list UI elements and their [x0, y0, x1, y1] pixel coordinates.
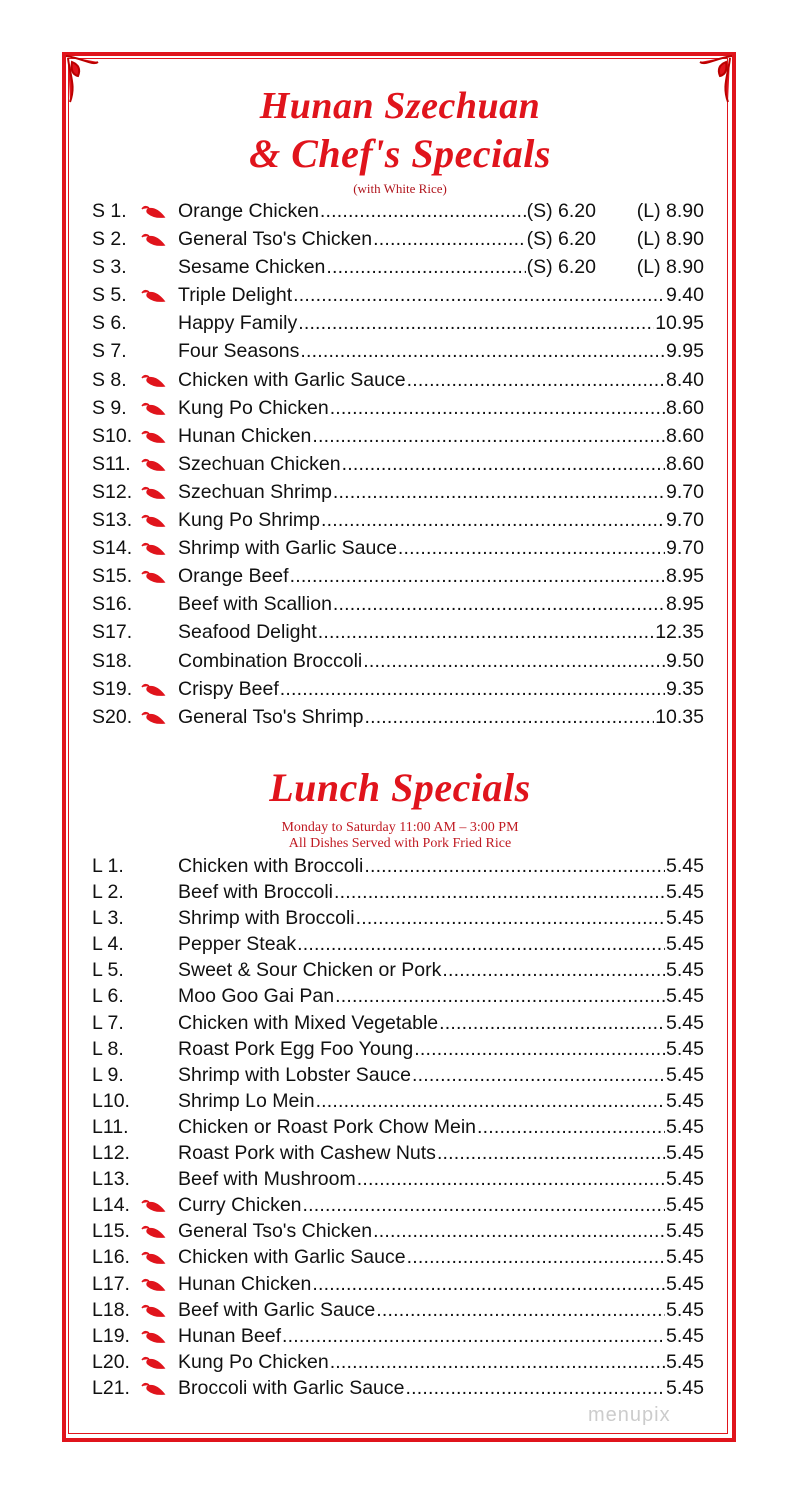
- item-code: L11.: [92, 1115, 129, 1138]
- item-price: 5.45: [666, 1168, 704, 1191]
- item-code: L 3.: [92, 907, 124, 930]
- dot-leader: [364, 706, 654, 729]
- chili-pepper-icon: [140, 1351, 178, 1374]
- chili-pepper-icon: [140, 425, 178, 448]
- item-name: Beef with Scallion: [178, 593, 332, 616]
- chili-pepper-icon: [140, 1246, 178, 1269]
- dot-leader: [364, 855, 665, 878]
- menu-item: [92, 650, 704, 678]
- lunch-list: [92, 855, 704, 1403]
- chili-pepper-icon: [140, 509, 178, 532]
- item-code: L 1.: [92, 855, 124, 877]
- item-code: S12.: [92, 480, 133, 503]
- item-code: L 6.: [92, 985, 124, 1008]
- item-code: S10.: [92, 424, 133, 447]
- item-code: L19.: [92, 1324, 130, 1347]
- menu-item: [92, 425, 704, 453]
- dot-leader: [303, 1194, 666, 1217]
- item-name: Pepper Steak: [178, 933, 297, 956]
- item-name: Kung Po Shrimp: [178, 509, 320, 532]
- item-name: Orange Beef: [178, 565, 289, 588]
- item-name: Triple Delight: [178, 284, 293, 307]
- dot-leader: [373, 228, 526, 251]
- menu-item: [92, 985, 704, 1011]
- item-code: L 8.: [92, 1037, 124, 1060]
- menu-item: [92, 1377, 704, 1403]
- chili-pepper-icon: [140, 706, 178, 729]
- item-code: S18.: [92, 649, 133, 672]
- dot-leader: [293, 284, 665, 307]
- item-price: 9.40: [666, 284, 704, 307]
- item-name: General Tso's Chicken: [178, 1220, 373, 1243]
- item-price: 8.60: [666, 452, 704, 475]
- item-code: S 9.: [92, 396, 127, 419]
- item-name: Roast Pork with Cashew Nuts: [178, 1142, 436, 1165]
- item-code: S 8.: [92, 368, 127, 391]
- dot-leader: [330, 1351, 665, 1374]
- menu-item: [92, 509, 704, 537]
- item-name: Hunan Beef: [178, 1324, 281, 1347]
- lunch-info: [0, 820, 800, 852]
- menu-item: [92, 453, 704, 481]
- item-price: 5.45: [666, 1037, 704, 1060]
- item-name: Roast Pork Egg Foo Young: [178, 1037, 414, 1060]
- item-price: 9.35: [666, 677, 704, 700]
- menu-item: [92, 855, 704, 881]
- item-code: S 2.: [92, 228, 127, 251]
- item-code: S14.: [92, 537, 133, 560]
- dot-leader: [357, 1168, 665, 1191]
- item-price: 10.35: [655, 705, 704, 728]
- item-code: S11.: [92, 452, 131, 475]
- item-price: 8.40: [666, 368, 704, 391]
- item-price: 5.45: [666, 1324, 704, 1347]
- menu-item: [92, 312, 704, 340]
- menu-item: [92, 481, 704, 509]
- item-price: 5.45: [666, 1220, 704, 1243]
- menu-item: [92, 200, 704, 228]
- menu-item: [92, 1090, 704, 1116]
- chili-pepper-icon: [140, 228, 178, 251]
- dot-leader: [406, 1377, 666, 1400]
- dot-leader: [326, 256, 525, 279]
- menu-item: [92, 565, 704, 593]
- item-name: Hunan Chicken: [178, 1272, 312, 1295]
- dot-leader: [297, 933, 665, 956]
- dot-leader: [290, 565, 665, 588]
- item-name: Sesame Chicken: [178, 256, 326, 279]
- item-name: Shrimp with Lobster Sauce: [178, 1063, 412, 1086]
- dot-leader: [398, 537, 665, 560]
- dot-leader: [335, 985, 665, 1008]
- item-name: General Tso's Chicken: [178, 228, 373, 251]
- menu-item: [92, 706, 704, 734]
- item-price: 5.45: [666, 933, 704, 956]
- item-price: 8.60: [666, 424, 704, 447]
- item-price-small: (S) 6.20: [526, 256, 596, 279]
- dot-leader: [282, 1325, 665, 1348]
- item-price-large: (L) 8.90: [636, 228, 704, 251]
- specials-title-line2: & Chef's Specials: [249, 131, 551, 176]
- item-price: 9.95: [666, 340, 704, 363]
- item-name: Shrimp Lo Mein: [178, 1089, 315, 1112]
- dot-leader: [333, 481, 665, 504]
- item-code: S16.: [92, 593, 133, 616]
- item-name: Szechuan Shrimp: [178, 480, 332, 503]
- item-price-small: (S) 6.20: [526, 200, 596, 222]
- item-code: S 5.: [92, 284, 127, 307]
- item-price: 5.45: [666, 959, 704, 982]
- item-price: 5.45: [666, 1376, 704, 1399]
- item-code: L14.: [92, 1194, 130, 1217]
- item-price: 8.95: [666, 565, 704, 588]
- menu-item: [92, 369, 704, 397]
- item-price: 9.70: [666, 537, 704, 560]
- menu-item: [92, 933, 704, 959]
- dot-leader: [414, 1038, 665, 1061]
- menu-item: [92, 1351, 704, 1377]
- item-name: Kung Po Chicken: [178, 1350, 329, 1373]
- item-code: L18.: [92, 1298, 130, 1321]
- item-price-small: (S) 6.20: [526, 228, 596, 251]
- item-code: L 2.: [92, 881, 124, 904]
- item-price: 8.95: [666, 593, 704, 616]
- item-code: L 9.: [92, 1063, 124, 1086]
- menu-item: [92, 959, 704, 985]
- item-price: 5.45: [666, 855, 704, 877]
- dot-leader: [477, 1116, 665, 1139]
- dot-leader: [316, 1090, 665, 1113]
- item-name: Beef with Mushroom: [178, 1168, 356, 1191]
- menu-item: [92, 1246, 704, 1272]
- menu-item: [92, 537, 704, 565]
- menu-item: [92, 1220, 704, 1246]
- item-name: Kung Po Chicken: [178, 396, 329, 419]
- watermark: menupix: [588, 1404, 671, 1426]
- chili-pepper-icon: [140, 453, 178, 476]
- item-name: Chicken or Roast Pork Chow Mein: [178, 1115, 477, 1138]
- item-price: 5.45: [666, 907, 704, 930]
- dot-leader: [376, 1299, 665, 1322]
- item-code: S13.: [92, 509, 133, 532]
- menu-item: [92, 1142, 704, 1168]
- item-price: 5.45: [666, 1142, 704, 1165]
- menu-item: [92, 881, 704, 907]
- dot-leader: [407, 1246, 665, 1269]
- item-price: 5.45: [666, 1089, 704, 1112]
- item-price: 5.45: [666, 1063, 704, 1086]
- menu-item: [92, 1038, 704, 1064]
- menu-item: [92, 1273, 704, 1299]
- dot-leader: [321, 509, 665, 532]
- item-code: L16.: [92, 1246, 130, 1269]
- item-price: 5.45: [666, 1350, 704, 1373]
- item-name: Beef with Garlic Sauce: [178, 1298, 376, 1321]
- item-code: S17.: [92, 621, 133, 644]
- specials-subtitle: (with White Rice): [353, 181, 447, 196]
- dot-leader: [363, 650, 665, 673]
- item-code: L21.: [92, 1376, 130, 1399]
- item-code: L12.: [92, 1142, 130, 1165]
- item-name: Moo Goo Gai Pan: [178, 985, 335, 1008]
- menu-item: [92, 1012, 704, 1038]
- dot-leader: [330, 397, 665, 420]
- chili-pepper-icon: [140, 565, 178, 588]
- dot-leader: [280, 678, 665, 701]
- chili-pepper-icon: [140, 1220, 178, 1243]
- dot-leader: [407, 369, 665, 392]
- dot-leader: [437, 1142, 665, 1165]
- item-code: L 7.: [92, 1011, 124, 1034]
- item-name: Hunan Chicken: [178, 424, 312, 447]
- chili-pepper-icon: [140, 1299, 178, 1322]
- item-code: L17.: [92, 1272, 130, 1295]
- menu-item: [92, 228, 704, 256]
- dot-leader: [334, 881, 665, 904]
- chili-pepper-icon: [140, 1325, 178, 1348]
- item-code: S15.: [92, 565, 133, 588]
- dot-leader: [298, 312, 654, 335]
- item-code: L13.: [92, 1168, 130, 1191]
- item-price: 5.45: [666, 1115, 704, 1138]
- item-name: Crispy Beef: [178, 677, 279, 700]
- chili-pepper-icon: [140, 1377, 178, 1400]
- item-code: S20.: [92, 705, 133, 728]
- item-name: Chicken with Broccoli: [178, 855, 364, 877]
- dot-leader: [312, 425, 665, 448]
- chili-pepper-icon: [140, 1194, 178, 1217]
- menu-item: [92, 1325, 704, 1351]
- menu-item: [92, 1194, 704, 1220]
- lunch-note: All Dishes Served with Pork Fried Rice: [288, 836, 512, 851]
- menu-item: [92, 678, 704, 706]
- item-price: 9.70: [666, 509, 704, 532]
- item-name: Combination Broccoli: [178, 649, 363, 672]
- menu-item: [92, 256, 704, 284]
- menu-item: [92, 1168, 704, 1194]
- item-price: 5.45: [666, 1298, 704, 1321]
- chili-pepper-icon: [140, 369, 178, 392]
- item-name: Curry Chicken: [178, 1194, 302, 1217]
- item-code: L15.: [92, 1220, 130, 1243]
- item-name: Beef with Broccoli: [178, 881, 333, 904]
- dot-leader: [318, 621, 654, 644]
- chili-pepper-icon: [140, 284, 178, 307]
- specials-list: [92, 200, 704, 734]
- item-code: S 7.: [92, 340, 127, 363]
- dot-leader: [442, 959, 665, 982]
- menu-item: [92, 1064, 704, 1090]
- menu-item: [92, 621, 704, 649]
- item-price: 5.45: [666, 1246, 704, 1269]
- item-name: Broccoli with Garlic Sauce: [178, 1376, 405, 1399]
- item-name: Szechuan Chicken: [178, 452, 341, 475]
- menu-item: [92, 340, 704, 368]
- menu-item: [92, 593, 704, 621]
- item-price: 5.45: [666, 1194, 704, 1217]
- chili-pepper-icon: [140, 1273, 178, 1296]
- dot-leader: [333, 593, 665, 616]
- item-price: 5.45: [666, 1272, 704, 1295]
- item-code: L20.: [92, 1350, 130, 1373]
- specials-title-line1: Hunan Szechuan: [259, 85, 541, 127]
- item-code: S 1.: [92, 200, 127, 222]
- item-code: L10.: [92, 1089, 130, 1112]
- item-price-large: (L) 8.90: [636, 256, 704, 279]
- item-price-large: (L) 8.90: [636, 200, 704, 222]
- dot-leader: [312, 1273, 665, 1296]
- item-price: 10.95: [655, 312, 704, 335]
- menu-item: [92, 1299, 704, 1325]
- item-name: Chicken with Mixed Vegetable: [178, 1011, 439, 1034]
- chili-pepper-icon: [140, 397, 178, 420]
- item-name: General Tso's Shrimp: [178, 705, 364, 728]
- item-name: Happy Family: [178, 312, 298, 335]
- item-price: 5.45: [666, 1011, 704, 1034]
- item-code: L 4.: [92, 933, 124, 956]
- item-code: S 3.: [92, 256, 127, 279]
- chili-pepper-icon: [140, 537, 178, 560]
- dot-leader: [412, 1064, 665, 1087]
- item-name: Chicken with Garlic Sauce: [178, 1246, 406, 1269]
- menu-item: [92, 907, 704, 933]
- item-price: 5.45: [666, 881, 704, 904]
- chili-pepper-icon: [140, 678, 178, 701]
- chili-pepper-icon: [140, 481, 178, 504]
- item-price: 8.60: [666, 396, 704, 419]
- item-code: S19.: [92, 677, 133, 700]
- item-name: Orange Chicken: [178, 200, 319, 222]
- item-name: Shrimp with Garlic Sauce: [178, 537, 397, 560]
- item-code: L 5.: [92, 959, 124, 982]
- menu-item: [92, 284, 704, 312]
- dot-leader: [373, 1220, 665, 1243]
- dot-leader: [342, 453, 665, 476]
- item-name: Chicken with Garlic Sauce: [178, 368, 406, 391]
- dot-leader: [439, 1012, 665, 1035]
- item-name: Four Seasons: [178, 340, 300, 363]
- item-name: Shrimp with Broccoli: [178, 907, 355, 930]
- item-price: 5.45: [666, 985, 704, 1008]
- chili-pepper-icon: [140, 200, 178, 223]
- dot-leader: [300, 340, 665, 363]
- menu-item: [92, 1116, 704, 1142]
- dot-leader: [356, 907, 665, 930]
- item-price: 9.50: [666, 649, 704, 672]
- item-name: Seafood Delight: [178, 621, 317, 644]
- item-code: S 6.: [92, 312, 127, 335]
- item-price: 9.70: [666, 480, 704, 503]
- item-name: Sweet & Sour Chicken or Pork: [178, 959, 442, 982]
- item-price: 12.35: [655, 621, 704, 644]
- lunch-title: Lunch Specials: [269, 765, 531, 810]
- menu-item: [92, 397, 704, 425]
- lunch-hours: Monday to Saturday 11:00 AM – 3:00 PM: [281, 820, 519, 835]
- dot-leader: [320, 200, 526, 223]
